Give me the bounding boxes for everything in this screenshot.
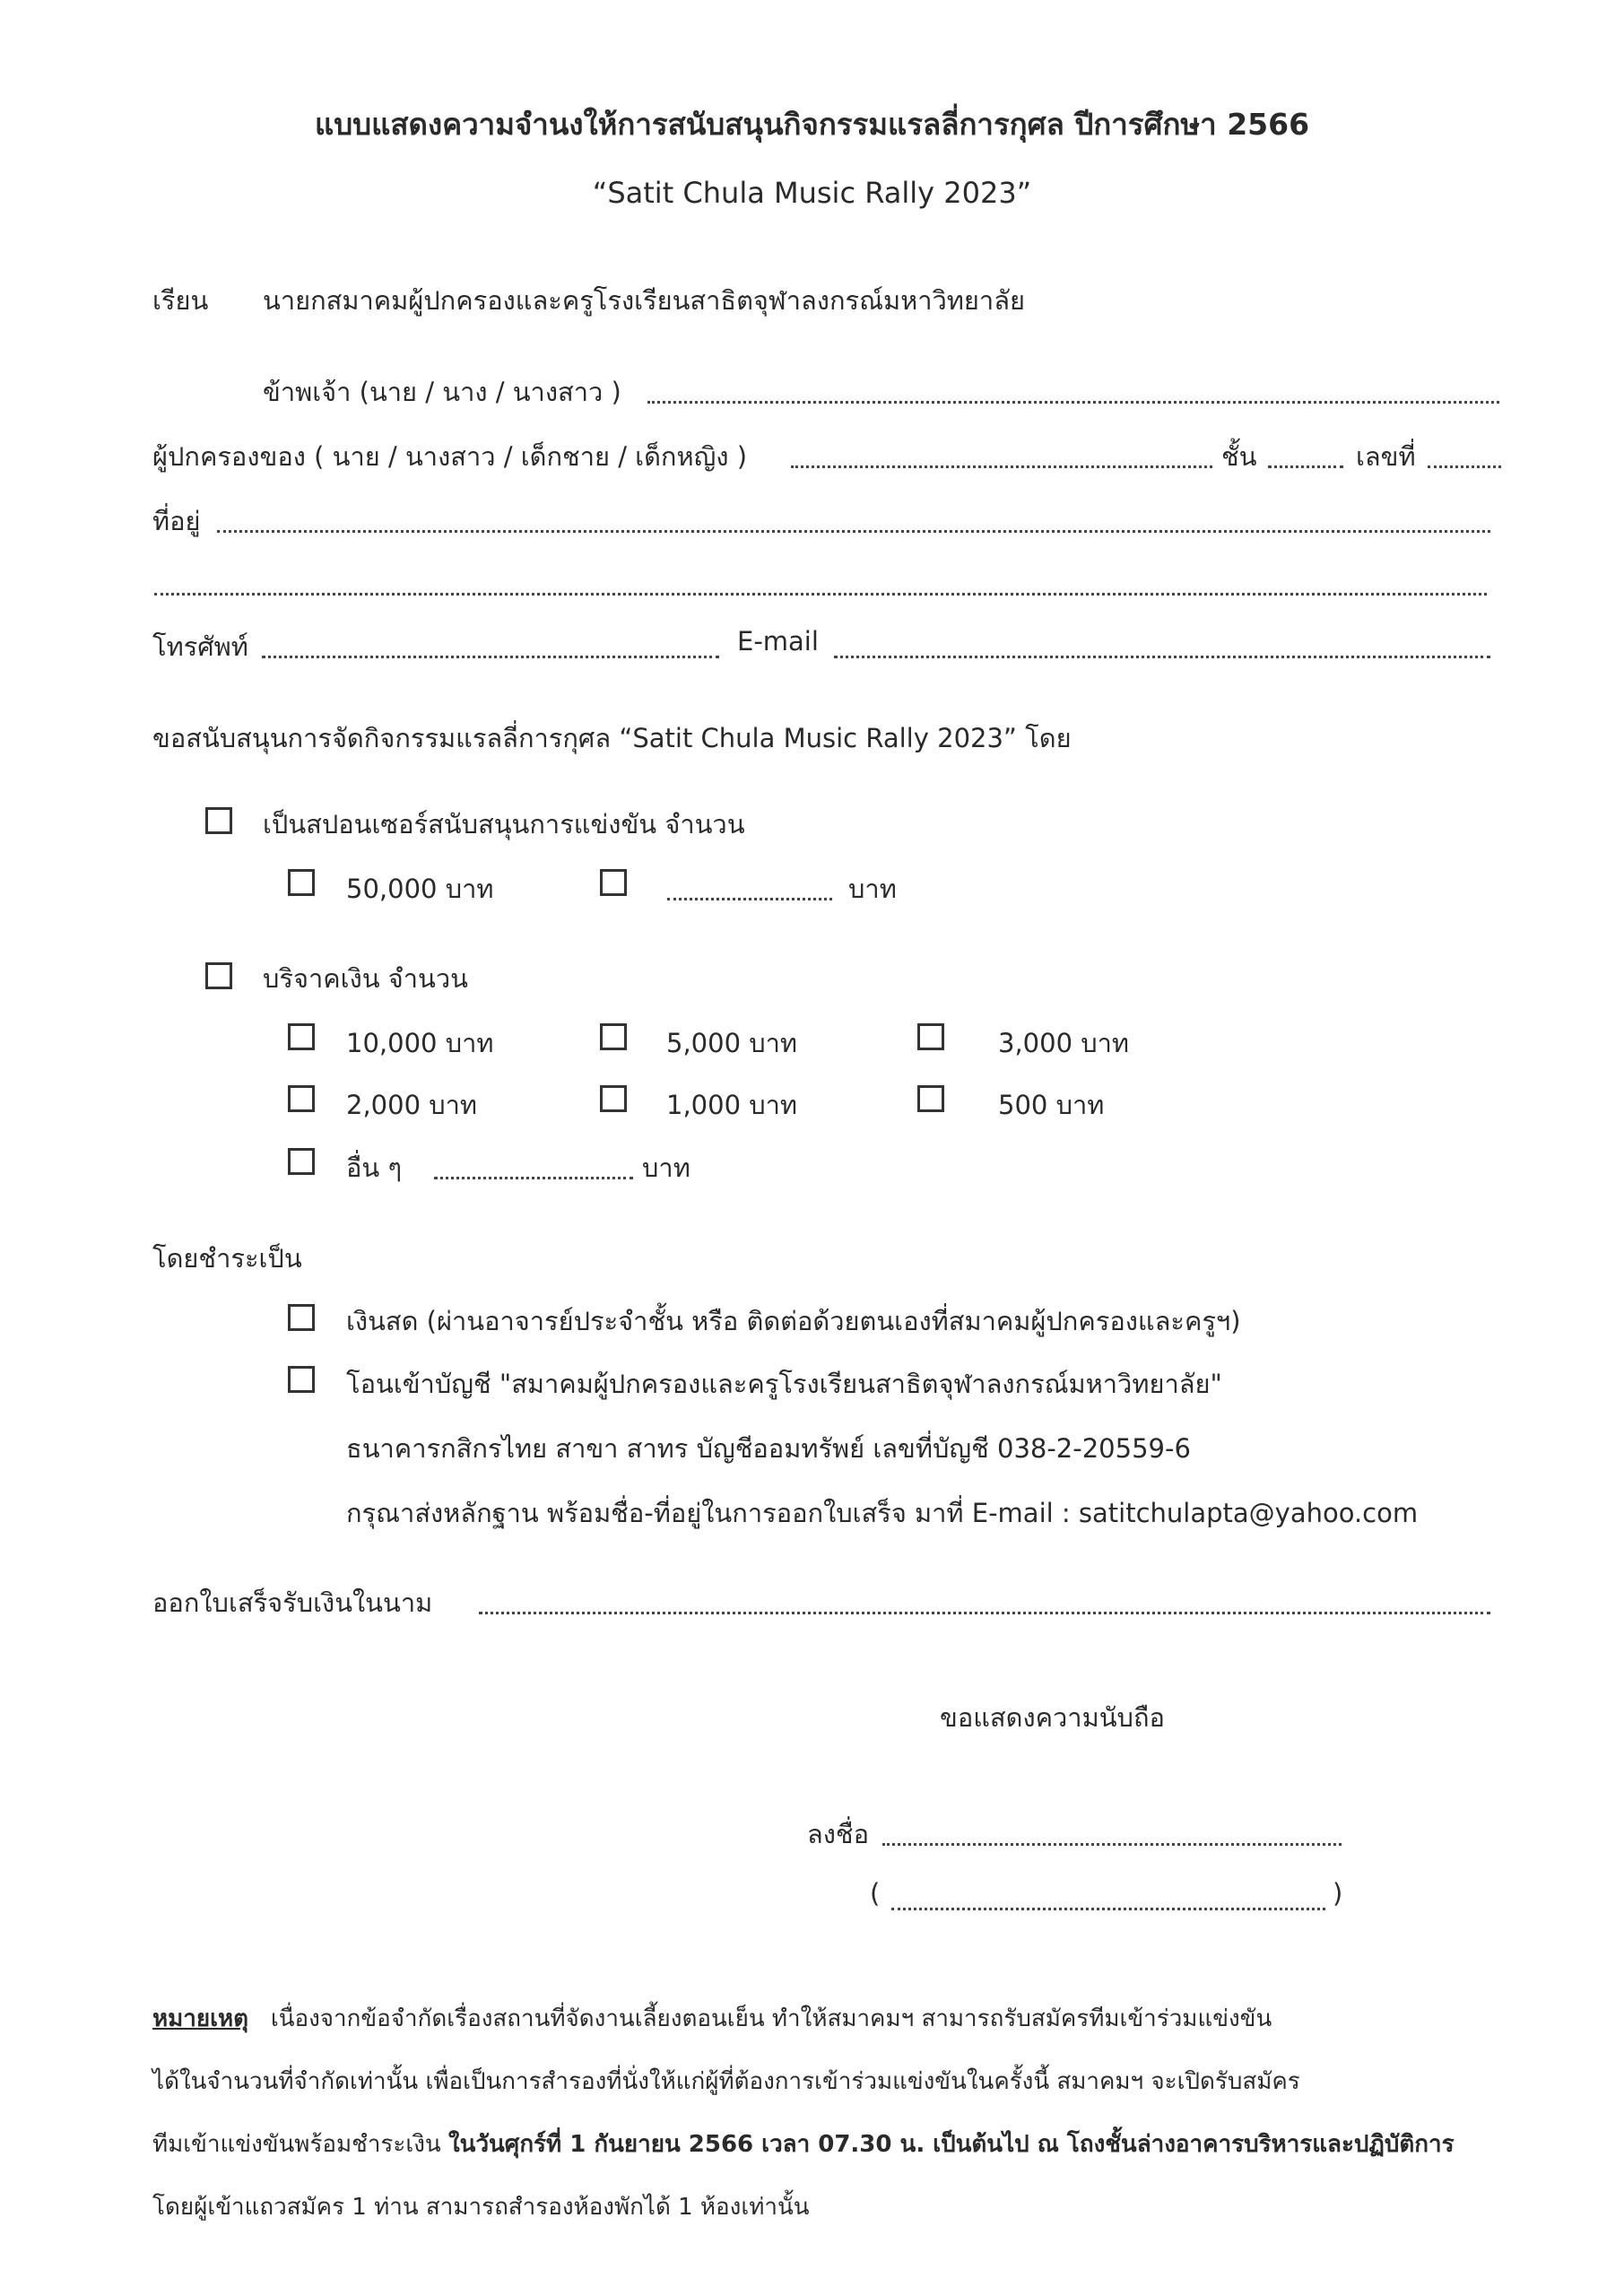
donation-2000-checkbox[interactable]: [288, 1085, 315, 1112]
student-number-field[interactable]: [1428, 465, 1501, 468]
sponsor-label: เป็นสปอนเซอร์สนับสนุนการแข่งขัน จำนวน: [263, 809, 745, 839]
number-label: เลขที่: [1356, 441, 1416, 472]
self-name-field[interactable]: [647, 400, 1499, 404]
payment-transfer-label: โอนเข้าบัญชี "สมาคมผู้ปกครองและครูโรงเรียนสาธิตจุฬาลงกรณ์มหาวิทยาลัย": [346, 1369, 1222, 1399]
student-name-field[interactable]: [791, 465, 1212, 468]
donation-500-checkbox[interactable]: [917, 1085, 944, 1112]
sponsor-checkbox[interactable]: [205, 807, 232, 834]
form-title: แบบแสดงความจำนงให้การสนับสนุนกิจกรรมแรลลี่การกุศล ปีการศึกษา 2566: [314, 107, 1310, 142]
printed-name-field[interactable]: [891, 1907, 1325, 1910]
donation-10000-checkbox[interactable]: [288, 1023, 315, 1050]
support-intro: ขอสนับสนุนการจัดกิจกรรมแรลลี่การกุศล “Satit Chula Music Rally 2023” โดย: [152, 723, 1072, 753]
donation-2000-label: 2,000 บาท: [346, 1090, 478, 1120]
note-line-2: ได้ในจำนวนที่จำกัดเท่านั้น เพื่อเป็นการสำรองที่นั่งให้แก่ผู้ที่ต้องการเข้าร่วมแข่งขันในครั้งนี้ สมาคมฯ จะเปิดรับสมัคร: [152, 2068, 1300, 2095]
sponsor-50000-label: 50,000 บาท: [346, 874, 494, 904]
donation-other-unit: บาท: [642, 1152, 690, 1183]
signature-field[interactable]: [882, 1842, 1342, 1846]
guardian-label: ผู้ปกครองของ ( นาย / นางสาว / เด็กชาย / เด็กหญิง ): [152, 441, 748, 472]
donation-other-amount-field[interactable]: [434, 1176, 633, 1179]
donation-10000-label: 10,000 บาท: [346, 1028, 494, 1058]
receipt-name-field[interactable]: [479, 1611, 1490, 1614]
payment-cash-label: เงินสด (ผ่านอาจารย์ประจำชั้น หรือ ติดต่อด้วยตนเองที่สมาคมผู้ปกครองและครูฯ): [346, 1306, 1241, 1336]
sponsor-50000-checkbox[interactable]: [288, 869, 315, 896]
signature-close-paren: ): [1333, 1878, 1343, 1909]
payment-cash-checkbox[interactable]: [288, 1304, 315, 1331]
address-label: ที่อยู่: [152, 506, 201, 536]
donation-5000-checkbox[interactable]: [600, 1023, 627, 1050]
sponsor-other-amount-field[interactable]: [667, 897, 832, 900]
sponsor-other-checkbox[interactable]: [600, 869, 627, 896]
self-name-label: ข้าพเจ้า (นาย / นาง / นางสาว ): [263, 377, 621, 407]
donation-1000-checkbox[interactable]: [600, 1085, 627, 1112]
note-line-4: โดยผู้เข้าแถวสมัคร 1 ท่าน สามารถสำรองห้องพักได้ 1 ห้องเท่านั้น: [152, 2194, 810, 2221]
email-field[interactable]: [834, 655, 1490, 658]
donation-checkbox[interactable]: [205, 962, 232, 989]
donation-500-label: 500 บาท: [998, 1090, 1105, 1120]
recipient-name: นายกสมาคมผู้ปกครองและครูโรงเรียนสาธิตจุฬาลงกรณ์มหาวิทยาลัย: [263, 285, 1025, 316]
note-text-3: ทีมเข้าแข่งขันพร้อมชำระเงิน: [152, 2131, 448, 2158]
note-heading: หมายเหตุ: [152, 2005, 249, 2032]
signature-label: ลงชื่อ: [807, 1819, 870, 1849]
address-field-line-2[interactable]: [154, 592, 1487, 596]
note-line-1: [152, 2000, 1272, 2037]
evidence-instruction: กรุณาส่งหลักฐาน พร้อมชื่อ-ที่อยู่ในการออกใบเสร็จ มาที่ E-mail : satitchulapta@yahoo.com: [346, 1498, 1419, 1528]
donation-5000-label: 5,000 บาท: [666, 1028, 798, 1058]
donation-1000-label: 1,000 บาท: [666, 1090, 798, 1120]
donation-other-label: อื่น ๆ: [346, 1152, 403, 1183]
closing-text: ขอแสดงความนับถือ: [940, 1702, 1165, 1733]
phone-field[interactable]: [262, 655, 719, 658]
donation-label: บริจาคเงิน จำนวน: [263, 963, 468, 994]
donation-3000-label: 3,000 บาท: [998, 1028, 1130, 1058]
class-field[interactable]: [1268, 465, 1343, 468]
receipt-name-label: ออกใบเสร็จรับเงินในนาม: [152, 1587, 433, 1618]
donation-3000-checkbox[interactable]: [917, 1023, 944, 1050]
payment-label: โดยชำระเป็น: [152, 1243, 302, 1274]
payment-transfer-checkbox[interactable]: [288, 1366, 315, 1393]
sponsor-other-unit: บาท: [848, 874, 897, 904]
note-registration-date: ในวันศุกร์ที่ 1 กันยายน 2566 เวลา 07.30 น. เป็นต้นไป ณ โถงชั้นล่างอาคารบริหารและปฏิบัติการ: [447, 2131, 1455, 2158]
note-text-1: เนื่องจากข้อจำกัดเรื่องสถานที่จัดงานเลี้ยงตอนเย็น ทำให้สมาคมฯ สามารถรับสมัครทีมเข้าร่วมแข่งขัน: [270, 2005, 1272, 2032]
salutation-label: เรียน: [152, 285, 209, 316]
note-line-3: [152, 2126, 1455, 2162]
bank-account-info: ธนาคารกสิกรไทย สาขา สาทร บัญชีออมทรัพย์ เลขที่บัญชี 038-2-20559-6: [346, 1433, 1191, 1464]
signature-open-paren: (: [870, 1878, 881, 1909]
event-name: “Satit Chula Music Rally 2023”: [592, 176, 1032, 210]
phone-label: โทรศัพท์: [152, 631, 248, 662]
email-label: E-mail: [737, 626, 819, 657]
address-field-line-1[interactable]: [217, 529, 1490, 533]
donation-other-checkbox[interactable]: [288, 1148, 315, 1175]
class-label: ชั้น: [1221, 441, 1257, 472]
